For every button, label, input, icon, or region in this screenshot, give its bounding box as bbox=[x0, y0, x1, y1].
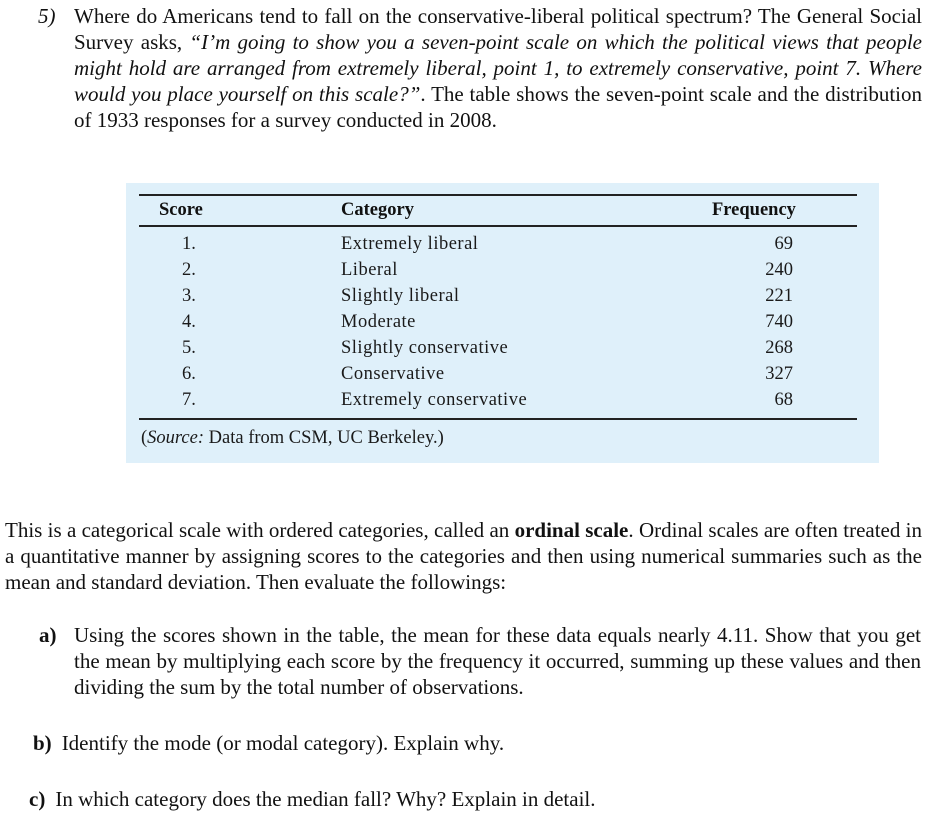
table-row-frequency: 221 bbox=[765, 286, 793, 306]
paragraph-after: . Ordinal scales are often treated in a quantitative manner by assigning scores to the categories and then using numerical summaries such as the mean and standard deviation. Then evaluate the followings: bbox=[5, 518, 923, 594]
category-header: Category bbox=[341, 200, 414, 220]
survey-quote: “I’m going to show you a seven-point scale on which the political views that people might hold are arranged from extremely liberal, point 1, to extremely conservative, point 7. Where would you place yourself on this scale?” bbox=[74, 30, 922, 106]
question-5-text bbox=[74, 3, 922, 133]
part-c-text: In which category does the median fall? Why? Explain in detail. bbox=[55, 787, 596, 811]
table-header-rule bbox=[139, 225, 857, 227]
part-a bbox=[39, 622, 921, 700]
table-row-score: 2. bbox=[182, 260, 196, 280]
source-open-paren: ( bbox=[141, 428, 148, 448]
table-bottom-rule bbox=[139, 418, 857, 420]
table-row-category: Slightly liberal bbox=[341, 286, 460, 306]
question-5 bbox=[38, 3, 922, 133]
ordinal-scale-term: ordinal scale bbox=[514, 518, 629, 542]
ordinal-scale-paragraph bbox=[5, 517, 922, 595]
score-header: Score bbox=[159, 200, 203, 220]
table-row-score: 1. bbox=[182, 234, 196, 254]
frequency-table bbox=[126, 183, 879, 463]
source-label: Source: bbox=[147, 428, 205, 448]
table-row-frequency: 68 bbox=[774, 390, 793, 410]
part-c bbox=[29, 786, 596, 812]
question-outro: . The table shows the seven-point scale and the distribution of 1933 responses for a survey conducted in 2008. bbox=[74, 82, 922, 132]
part-c-label: c) bbox=[29, 787, 46, 811]
table-row-score: 6. bbox=[182, 364, 196, 384]
table-row-frequency: 69 bbox=[774, 234, 793, 254]
paragraph-before: This is a categorical scale with ordered categories, called an bbox=[5, 518, 515, 542]
table-row-score: 3. bbox=[182, 286, 196, 306]
question-intro: Where do Americans tend to fall on the conservative-liberal political spectrum? The General Social Survey asks, bbox=[74, 4, 922, 54]
table-row-score: 4. bbox=[182, 312, 196, 332]
table-row-frequency: 327 bbox=[765, 364, 793, 384]
part-a-text: Using the scores shown in the table, the mean for these data equals nearly 4.11. Show that you get the mean by multiplying each score by the frequency it occurred, summing up these values and then dividing the sum by the total number of observations. bbox=[74, 623, 921, 699]
table-source bbox=[141, 428, 444, 449]
table-row-frequency: 268 bbox=[765, 338, 793, 358]
question-number: 5) bbox=[38, 4, 56, 28]
part-b-label: b) bbox=[33, 731, 52, 755]
table-row-score: 7. bbox=[182, 390, 196, 410]
part-a-label: a) bbox=[39, 623, 57, 647]
table-row-category: Liberal bbox=[341, 260, 398, 280]
part-b bbox=[33, 730, 504, 756]
table-row-frequency: 240 bbox=[765, 260, 793, 280]
table-row-category: Conservative bbox=[341, 364, 445, 384]
table-row-category: Extremely conservative bbox=[341, 390, 528, 410]
table-row-frequency: 740 bbox=[765, 312, 793, 332]
part-b-text: Identify the mode (or modal category). Explain why. bbox=[61, 731, 505, 755]
table-row-score: 5. bbox=[182, 338, 196, 358]
source-text: Data from CSM, UC Berkeley.) bbox=[204, 428, 444, 448]
table-top-rule bbox=[139, 194, 857, 196]
table-row-category: Extremely liberal bbox=[341, 234, 479, 254]
table-row-category: Moderate bbox=[341, 312, 416, 332]
table-row-category: Slightly conservative bbox=[341, 338, 509, 358]
frequency-header: Frequency bbox=[712, 200, 796, 220]
